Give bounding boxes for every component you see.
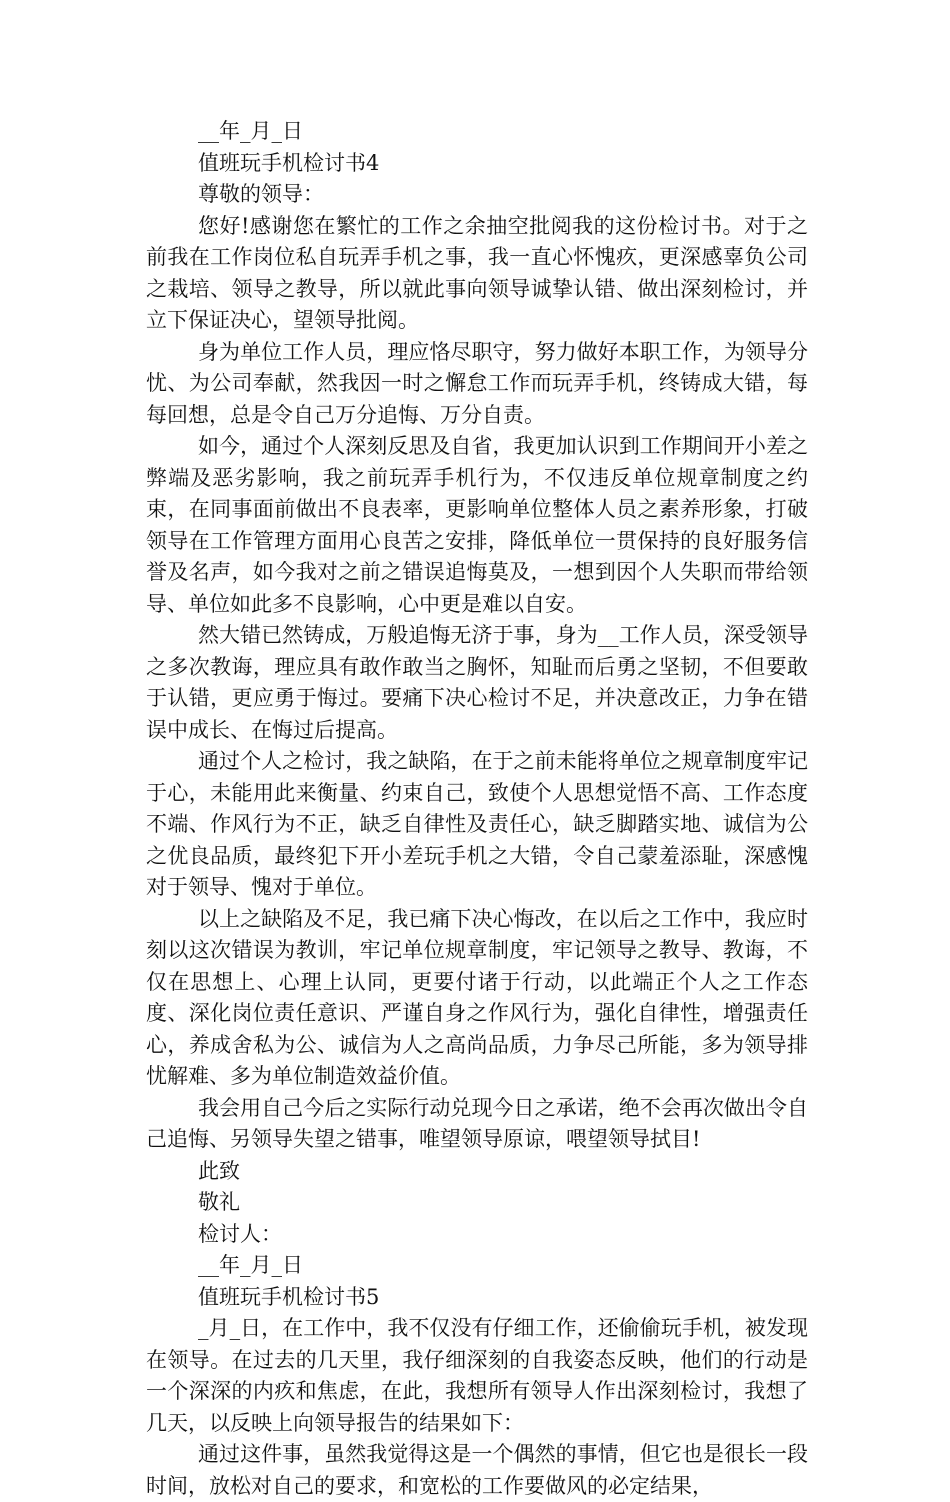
paragraph: _月_日，在工作中，我不仅没有仔细工作，还偷偷玩手机，被发现在领导。在过去的几天里，我仔细深刻的自我姿态反映，他们的行动是一个深深的内疚和焦虑，在此，我想所有领导人作出深刻检讨，我想了几天，以反映上向领导报告的结果如下：: [146, 1316, 808, 1435]
signature-line: 检讨人：: [198, 1221, 282, 1246]
paragraph: 您好!感谢您在繁忙的工作之余抽空批阅我的这份检讨书。对于之前我在工作岗位私自玩弄手机之事，我一直心怀愧疚，更深感辜负公司之栽培、领导之教导，所以就此事向领导诚挚认错、做出深刻检讨，并立下保证决心，望领导批阅。: [146, 213, 808, 332]
salutation: 尊敬的领导：: [198, 182, 324, 206]
paragraph: 通过这件事，虽然我觉得这是一个偶然的事情，但它也是很长一段时间，放松对自己的要求，和宽松的工作要做风的必定结果，: [146, 1442, 808, 1498]
paragraph: 通过个人之检讨，我之缺陷，在于之前未能将单位之规章制度牢记于心，未能用此来衡量、约束自己，致使个人思想觉悟不高、工作态度不端、作风行为不正，缺乏自律性及责任心，缺乏脚踏实地、诚信为公之优良品质，最终犯下开小差玩手机之大错，令自己蒙羞添耻，深感愧对于领导、愧对于单位。: [146, 749, 808, 899]
closing-line: 敬礼: [198, 1190, 240, 1214]
document-body: [146, 116, 808, 1502]
paragraph: 身为单位工作人员，理应恪尽职守，努力做好本职工作，为领导分忧、为公司奉献，然我因一时之懈怠工作而玩弄手机，终铸成大错，每每回想，总是令自己万分追悔、万分自责。: [146, 339, 808, 427]
section-title-5: 值班玩手机检讨书5: [198, 1284, 380, 1309]
paragraph: 然大错已然铸成，万般追悔无济于事，身为__工作人员，深受领导之多次教诲，理应具有敢作敢当之胸怀，知耻而后勇之坚韧，不但要敢于认错，更应勇于悔过。要痛下决心检讨不足，并决意改正，力争在错误中成长、在悔过后提高。: [146, 623, 808, 742]
section-title-4: 值班玩手机检讨书4: [198, 150, 380, 175]
date-line: __年_月_日: [198, 119, 303, 143]
paragraph: 我会用自己今后之实际行动兑现今日之承诺，绝不会再次做出令自己追悔、另领导失望之错事，唯望领导原谅，喂望领导拭目!: [146, 1095, 808, 1151]
date-line: __年_月_日: [198, 1253, 303, 1277]
closing-line: 此致: [198, 1158, 240, 1183]
paragraph: 以上之缺陷及不足，我已痛下决心悔改，在以后之工作中，我应时刻以这次错误为教训，牢记单位规章制度，牢记领导之教导、教诲，不仅在思想上、心理上认同，更要付诸于行动，以此端正个人之工作态度、深化岗位责任意识、严谨自身之作风行为，强化自律性，增强责任心，养成舍私为公、诚信为人之高尚品质，力争尽己所能，多为领导排忧解难、多为单位制造效益价值。: [146, 906, 808, 1088]
paragraph: 如今，通过个人深刻反思及自省，我更加认识到工作期间开小差之弊端及恶劣影响，我之前玩弄手机行为，不仅违反单位规章制度之约束，在同事面前做出不良表率，更影响单位整体人员之素养形象，打破领导在工作管理方面用心良苦之安排，降低单位一贯保持的良好服务信誉及名声，如今我对之前之错误追悔莫及，一想到因个人失职而带给领导、单位如此多不良影响，心中更是难以自安。: [146, 434, 808, 616]
